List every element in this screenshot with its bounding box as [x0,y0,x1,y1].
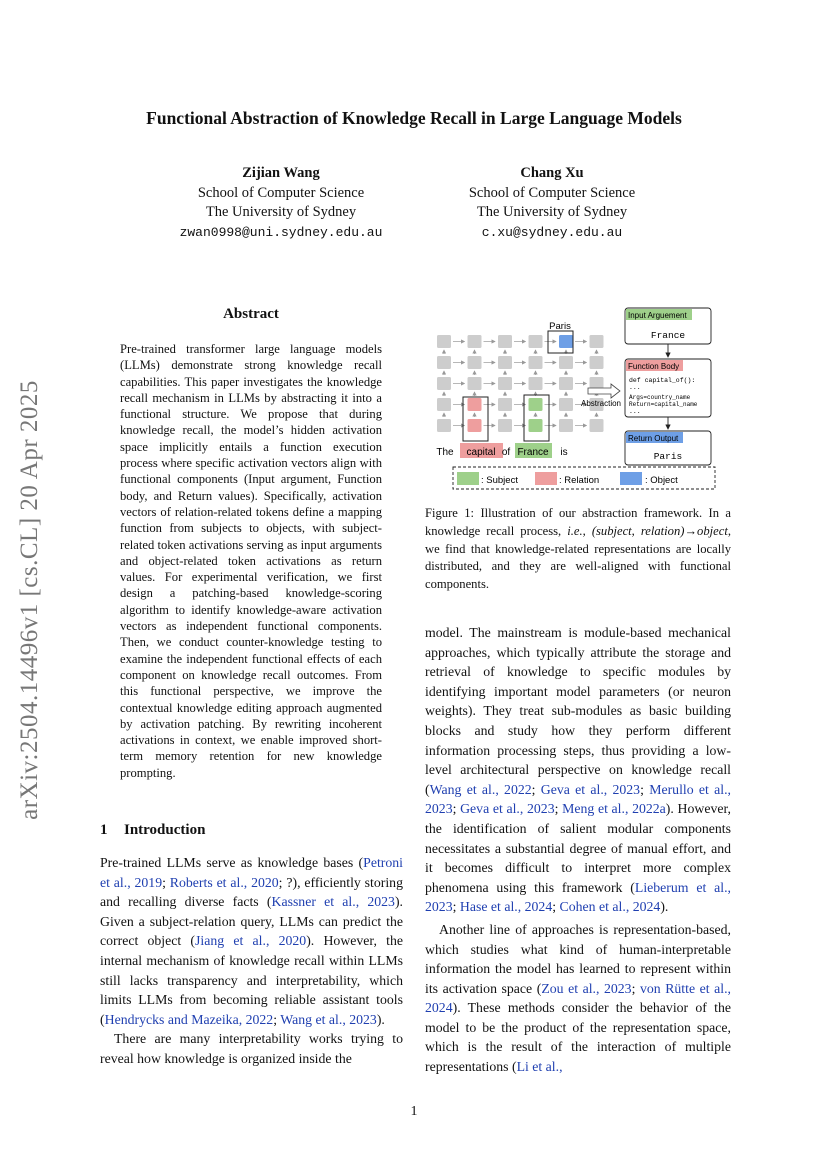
paragraph-text: ). However, the internal mechanism of knowledge recall within LLMs still lacks transparency and interpretability, which limits LLMs from becoming reliable assistant tools ( [100,933,403,1027]
activation-node [590,356,604,369]
function-line: def capital_of(): [629,377,696,384]
citation-link[interactable]: von Rütte et al., 2024 [425,980,731,1016]
author-affiliation: The University of Sydney [476,204,628,220]
activation-node [529,356,543,369]
citation-link[interactable]: Wang et al., 2023 [280,1011,377,1027]
activation-node [498,335,512,348]
paragraph-text: ; [554,801,563,817]
legend-object-swatch [620,472,642,485]
author-block-2 [422,164,682,242]
citation-link[interactable]: Wang et al., 2022 [429,781,532,797]
token-is: is [560,447,568,458]
legend-object-label: : Object [645,475,678,486]
citation-link[interactable]: Cohen et al., 2024 [559,899,661,915]
activation-node [437,377,451,390]
activation-node [437,419,451,432]
paragraph-text: ; [452,899,460,915]
right-paragraph-1 [425,623,731,917]
return-output-value: Paris [653,451,683,462]
page-number: 1 [410,1104,418,1119]
caption-text: Illustration of our abstraction framework. In a knowledge recall process, [425,506,731,538]
paragraph-text: model. The mainstream is module-based mechanical approaches, which typically attribute the storage and retrieval of knowledge to specific modules by identifying important model parameters (or neuron weights). They treat sub-modules as basic building blocks and study how they perform different information processing steps, thus providing a low-level architectural perspective on knowledge recall ( [425,625,731,797]
activation-node [529,377,543,390]
paragraph-text: ; [162,874,170,890]
activation-node [559,356,573,369]
citation-link[interactable]: Merullo et al., 2023 [425,781,731,817]
right-paragraph-2 [425,920,731,1077]
activation-node [529,398,543,411]
activation-node [468,377,482,390]
section-number: 1 [100,822,108,838]
activation-node [498,419,512,432]
activation-node [559,377,573,390]
activation-node [468,356,482,369]
activation-node [498,356,512,369]
function-body-title: Function Body [628,362,680,371]
input-argument-title: Input Arguement [628,311,687,320]
paris-label: Paris [549,321,571,332]
paragraph-text: ). Given a subject-relation query, LLMs can predict the correct object ( [100,894,403,949]
activation-node [559,398,573,411]
citation-link[interactable]: Meng et al., 2022a [562,801,666,817]
activation-node [437,398,451,411]
intro-paragraph-1 [100,853,403,1029]
author-name: Zijian Wang [242,165,320,181]
token-of: of [501,447,511,458]
paragraph-text: ; [631,980,640,996]
paper-title: Functional Abstraction of Knowledge Recall in Large Language Models [146,108,682,128]
activation-node [498,377,512,390]
legend-relation-swatch [535,472,557,485]
paragraph-text: ). However, the identification of salient modular components necessitates a substantial degree of manual effort, and it becomes difficult to interpret more complex phenomena using this framework ( [425,801,731,895]
return-output-title: Return Output [628,434,679,443]
paragraph-text: ; [273,1011,281,1027]
activation-node [529,335,543,348]
abstract-heading: Abstract [223,306,279,322]
function-line: ... [629,408,641,415]
paragraph-text: There are many interpretability works trying to reveal how knowledge is organized inside the [100,1031,403,1066]
citation-link[interactable]: Zou et al., 2023 [541,980,632,996]
activation-node [498,398,512,411]
activation-grid [437,335,604,432]
abstraction-label: Abstraction [580,399,622,408]
activation-node [559,419,573,432]
legend-subject-label: : Subject [481,475,518,486]
intro-paragraph-2 [100,1029,403,1068]
paragraph-text: Pre-trained LLMs serve as knowledge bases ( [100,855,364,870]
activation-node [590,419,604,432]
function-line: ... [629,384,641,391]
activation-node [437,335,451,348]
author-affiliation: School of Computer Science [468,184,636,201]
section-heading [100,822,205,839]
token-the: The [436,447,454,458]
paragraph-text: ; [452,801,461,817]
paragraph-text: ; ?), efficiently storing and recalling diverse facts ( [100,874,403,910]
caption-ie: i.e., [567,523,586,538]
activation-node [468,419,482,432]
activation-node [590,335,604,348]
activation-node [437,356,451,369]
author-affiliation: School of Computer Science [197,184,365,201]
paragraph-text: ). [660,899,669,915]
caption-label: Figure 1: [425,506,475,520]
function-line: Args=country_name [629,394,691,401]
author-email[interactable]: zwan0998@uni.sydney.edu.au [179,224,383,240]
paragraph-text: ). These methods consider the behavior of the model to be the product of the representation space, which is the result of the interaction of multiple representations ( [425,1000,731,1075]
intro-right-column [425,623,731,1077]
author-affiliation: The University of Sydney [205,204,357,220]
author-name: Chang Xu [520,165,584,181]
token-capital: capital [466,447,496,458]
token-france: France [517,447,549,458]
caption-text: , we find that knowledge-related representations are locally distributed, and they are well-aligned with functional components. [425,523,731,592]
paragraph-text: ; [531,781,541,797]
abstract-text: Pre-trained transformer large language models (LLMs) demonstrate strong knowledge recall capabilities. This paper investigates the knowledge recall mechanism in LLMs by abstracting it into a functional structure. We propose that during knowledge recall, the model’s hidden activation space implicitly entails a function execution process where specific activation vectors align with functional components (Input argument, Function body, and Return values). Specifically, activation vectors of relation-related tokens define a mapping function from subjects to objects, with subject-related token activations serving as input arguments and object-related token activations as return values. For experimental verification, we first design a patching-based knowledge-scoring algorithm to identify knowledge-aware activation vectors as independent functional components. Then, we conduct counter-knowledge testing to examine the independent functional effects of each component on knowledge recall outcomes. From this functional perspective, we improve the contextual knowledge editing approach augmented by activation patching. By rewriting incoherent activations in context, we enable improved short-term memory retention for new knowledge prompting. [120,342,382,780]
citation-link[interactable]: Lieberum et al., 2023 [425,879,732,915]
citation-link[interactable]: Li et al., [516,1059,563,1075]
paragraph-text: ; [640,781,650,797]
citation-link[interactable]: Hendrycks and Mazeika, 2022 [104,1011,274,1027]
author-block-1 [151,164,411,242]
citation-link[interactable]: Hase et al., 2024 [459,899,553,915]
activation-node [559,335,573,348]
figure-1 [425,303,731,493]
paragraph-text: ; [552,899,560,915]
citation-link[interactable]: Geva et al., 2023 [540,781,641,797]
citation-link[interactable]: Jiang et al., 2020 [195,933,307,949]
legend-relation-label: : Relation [559,475,600,486]
figure-caption [425,505,731,594]
section-title: Introduction [124,822,206,838]
arxiv-stamp [10,360,50,840]
citation-link[interactable]: Roberts et al., 2020 [169,874,279,890]
author-email[interactable]: c.xu@sydney.edu.au [481,224,623,240]
activation-node [468,335,482,348]
activation-node [529,419,543,432]
paragraph-text: Another line of approaches is representation-based, which studies what kind of human-interpretable information the model has learned to represent within its activation space ( [425,921,731,996]
activation-node [468,398,482,411]
caption-formula: (subject, relation)→object [591,523,728,538]
paragraph-text: ). [376,1011,385,1027]
citation-link[interactable]: Geva et al., 2023 [460,801,555,817]
intro-left-column [100,853,403,1069]
legend-subject-swatch [457,472,479,485]
citation-link[interactable]: Petroni et al., 2019 [100,855,403,890]
citation-link[interactable]: Kassner et al., 2023 [271,894,395,910]
function-line: Return=capital_name [629,401,698,408]
arxiv-id: arXiv:2504.14496v1 [cs.CL] 20 Apr 2025 [16,380,43,820]
input-argument-value: France [650,330,686,341]
